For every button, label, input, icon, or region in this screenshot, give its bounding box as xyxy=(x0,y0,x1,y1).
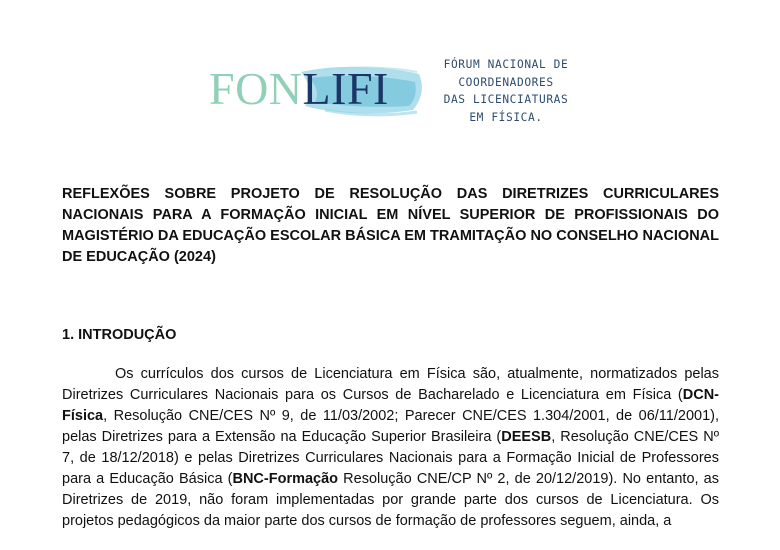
document-title: REFLEXÕES SOBRE PROJETO DE RESOLUÇÃO DAS DIRETRIZES CURRICULARES NACIONAIS PARA A FORMAÇÃO INICIAL EM NÍVEL SUPERIOR DE PROFISSIONAIS DO MAGISTÉRIO DA EDUCAÇÃO ESCOLAR BÁSICA EM TRAMITAÇÃO NO CONSELHO NACIONAL DE EDUCAÇÃO (2024) xyxy=(62,186,719,265)
logo-caption-line: DAS LICENCIATURAS xyxy=(443,93,569,106)
paragraph-bold-term: BNC-Formação xyxy=(232,471,339,487)
logo-wordmark-lifi: LIFI xyxy=(302,63,389,114)
logo-caption-line: EM FÍSICA. xyxy=(469,110,543,124)
paragraph-bold-term: DEESB xyxy=(501,429,552,445)
paragraph-bold-term: DCN-Física xyxy=(62,387,719,424)
logo-caption-line: COORDENADORES xyxy=(458,75,554,89)
logo-wordmark-fon: FON xyxy=(209,63,303,114)
paragraph-text: , Resolução CNE/CES Nº 9, de 11/03/2002; Parecer CNE/CES 1.304/2001, de 06/11/2001), pelas Diretrizes para a Extensão na Educação Superior Brasileira ( xyxy=(62,408,719,445)
paragraph-text: , Resolução CNE/CES Nº 7, de 18/12/2018) e pelas Diretrizes Curriculares Nacionais para a Formação Inicial de Professores para a Educação Básica ( xyxy=(62,429,720,487)
logo-caption-line: FÓRUM NACIONAL DE xyxy=(443,58,569,71)
body-paragraph xyxy=(62,364,719,532)
logo-caption xyxy=(431,56,581,126)
section-heading: 1. INTRODUÇÃO xyxy=(62,327,177,343)
paragraph-text: Os currículos dos cursos de Licenciatura em Física são, atualmente, normatizados pelas Diretrizes Curriculares Nacionais para os Cursos de Bacharelado e Licenciatura em Física ( xyxy=(62,366,719,403)
fonlifi-logo xyxy=(205,54,585,126)
paragraph-text: Resolução CNE/CP Nº 2, de 20/12/2019). No entanto, as Diretrizes de 2019, não foram implementadas por grande parte dos cursos de Licenciatura. Os projetos pedagógicos da maior parte dos cursos de formação de professores seguem, ainda, a xyxy=(62,471,719,529)
logo-wordmark xyxy=(209,64,389,114)
